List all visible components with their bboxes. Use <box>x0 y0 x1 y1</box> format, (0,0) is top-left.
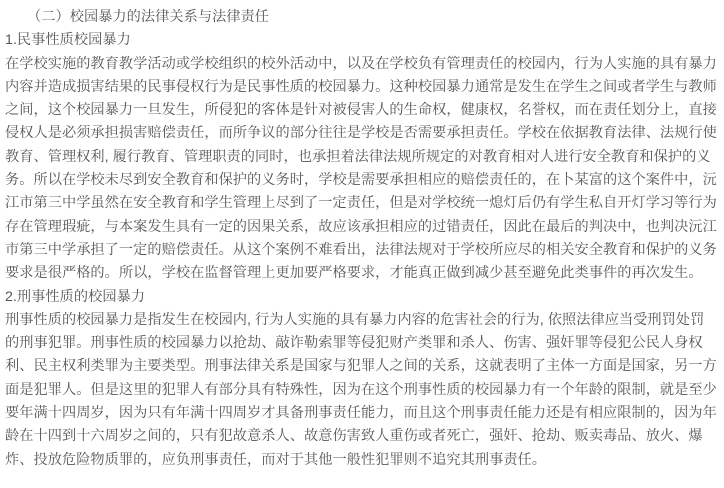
subsection-title-criminal: 2.刑事性质的校园暴力 <box>5 288 146 305</box>
paragraph-civil-campus-violence: 在学校实施的教育教学活动或学校组织的校外活动中，以及在学校负有管理责任的校园内，行为人实施的具有暴力内容并造成损害结果的民事侵权行为是民事性质的校园暴力。这种校园暴力通常是发生在学生之间或者学生与教师之间，这个校园暴力一旦发生，所侵犯的客体是针对被侵害人的生命权，健康权，名誉权，而在责任划分上，直接侵权人是必须承担损害赔偿责任，而所争议的部分往往是学校是否需要承担责任。学校在依据教育法律、法规行使教育、管理权利, 履行教育、管理职责的同时，也承担着法律法规所规定的对教育相对人进行安全教育和保护的义务。所以在学校未尽到安全教育和保护的义务时，学校是需要承担相应的赔偿责任的，在卜某富的这个案件中，沅江市第三中学虽然在安全教育和学生管理上尽到了一定责任，但是对学校统一熄灯后仍有学生私自开灯学习等行为存在管理瑕疵，与本案发生具有一定的因果关系，故应该承担相应的过错责任，因此在最后的判决中，也判决沅江市第三中学承担了一定的赔偿责任。从这个案例不难看出，法律法规对于学校所应尽的相关安全教育和保护的义务要求是很严格的。所以，学校在监督管理上更加要严格要求，才能真正做到减少甚至避免此类事件的再次发生。 <box>5 55 717 282</box>
paragraph-criminal-campus-violence: 刑事性质的校园暴力是指发生在校园内, 行为人实施的具有暴力内容的危害社会的行为, 依照法律应当受刑罚处罚的刑事犯罪。刑事性质的校园暴力以抢劫、敲诈勒索罪等侵犯财产类罪和杀人、伤害、强奸罪等侵犯公民人身权利、民主权利类罪为主要类型。刑事法律关系是国家与犯罪人之间的关系，这就表明了主体一方面是国家，另一方面是犯罪人。但是这里的犯罪人有部分具有特殊性，因为在这个刑事性质的校园暴力有一个年龄的限制，就是至少要年满十四周岁，因为只有年满十四周岁才具备刑事责任能力，而且这个刑事责任能力还是有相应限制的，因为年龄在十四到十六周岁之间的，只有犯故意杀人、故意伤害致人重伤或者死亡，强奸、抢劫、贩卖毒品、放火、爆炸、投放危险物质罪的，应负刑事责任，而对于其他一般性犯罪则不追究其刑事责任。 <box>5 311 717 468</box>
subsection-title-civil: 1.民事性质校园暴力 <box>5 32 131 49</box>
section-heading: （二）校园暴力的法律关系与法律责任 <box>27 9 270 25</box>
